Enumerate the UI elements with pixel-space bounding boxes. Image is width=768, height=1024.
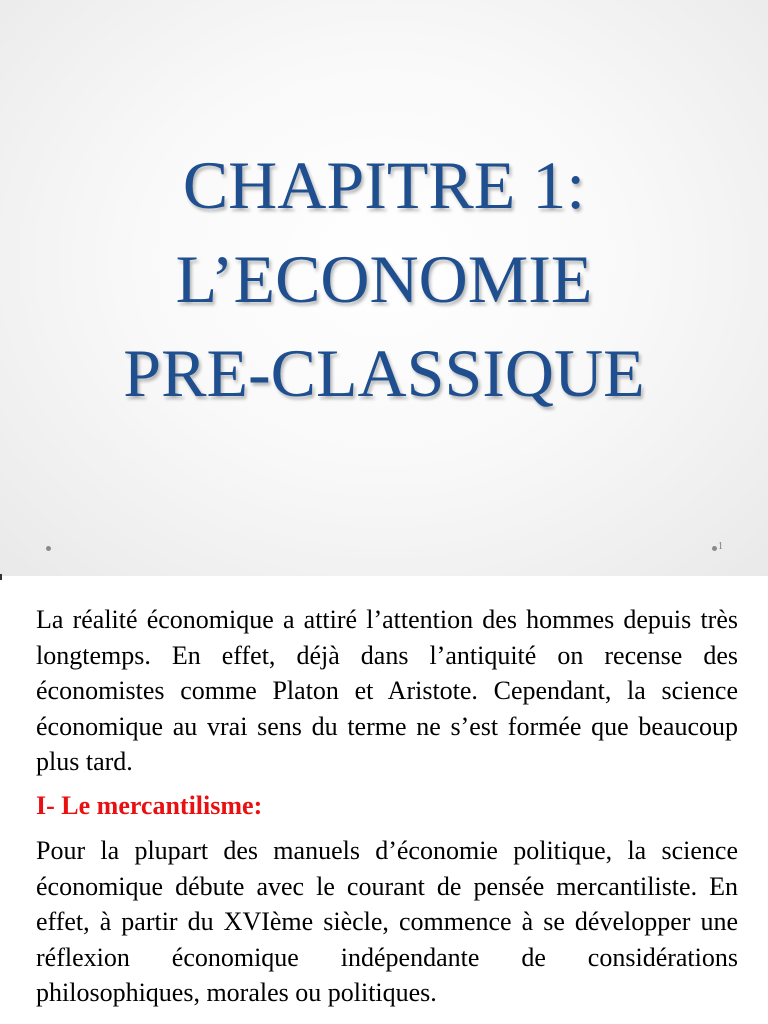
- slide-content: [36, 602, 738, 1011]
- slide-title: [0, 138, 768, 420]
- title-line-1: CHAPITRE 1:: [182, 147, 586, 223]
- intro-paragraph: La réalité économique a attiré l’attention des hommes depuis très longtemps. En effet, déjà dans l’antiquité on recense des économistes comme Platon et Aristote. Cependant, la science économique au vrai sens du terme ne s’est formée que beaucoup plus tard.: [36, 605, 738, 776]
- footer-bullet-left: [46, 546, 51, 551]
- section-heading: I- Le mercantilisme:: [36, 790, 263, 820]
- slide-page-number: 1: [718, 541, 723, 552]
- title-line-3: PRE-CLASSIQUE: [123, 335, 645, 411]
- footer-bullet-right: [712, 546, 717, 551]
- title-line-2: L’ECONOMIE: [175, 241, 593, 317]
- mercantilism-paragraph: Pour la plupart des manuels d’économie politique, la science économique débute avec le courant de pensée mercantiliste. En effet, à partir du XVIème siècle, commence à se développer une réflexion économique indépendante de considérations philosophiques, morales ou politiques.: [36, 836, 738, 1007]
- content-slide: [0, 580, 768, 1024]
